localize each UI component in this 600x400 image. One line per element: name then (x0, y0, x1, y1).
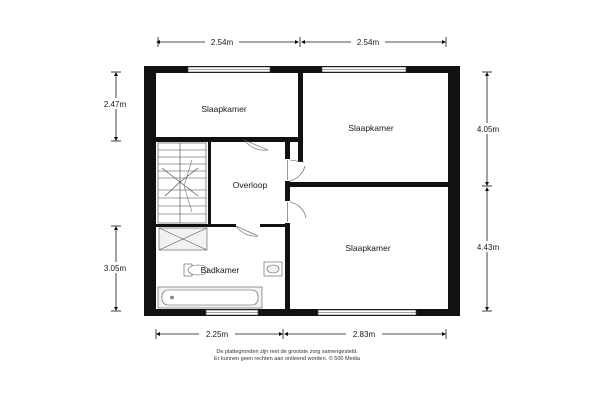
room-bathroom: Badkamer (200, 265, 240, 275)
room-landing: Overloop (232, 180, 268, 190)
room-bedroom-bottom-right: Slaapkamer (345, 243, 391, 253)
disclaimer-line-2: Er kunnen geen rechten aan ontleend worden. © 500 Media (214, 356, 360, 362)
dim-right-bottom: 4.43m (476, 243, 500, 252)
dim-right-top: 4.05m (476, 125, 500, 134)
dim-left-top: 2.47m (103, 100, 127, 109)
dim-left-bottom: 3.05m (103, 264, 127, 273)
dim-bottom-right: 2.83m (352, 330, 376, 339)
dim-top-left: 2.54m (210, 38, 234, 47)
disclaimer-line-1: De plattegronden zijn met de grootste zorg samengesteld. (216, 349, 358, 355)
staircase (158, 143, 206, 223)
dim-bottom-left: 2.25m (205, 330, 229, 339)
dim-top-right: 2.54m (356, 38, 380, 47)
room-bedroom-top-right: Slaapkamer (348, 123, 394, 133)
room-bedroom-top-left: Slaapkamer (201, 104, 247, 114)
